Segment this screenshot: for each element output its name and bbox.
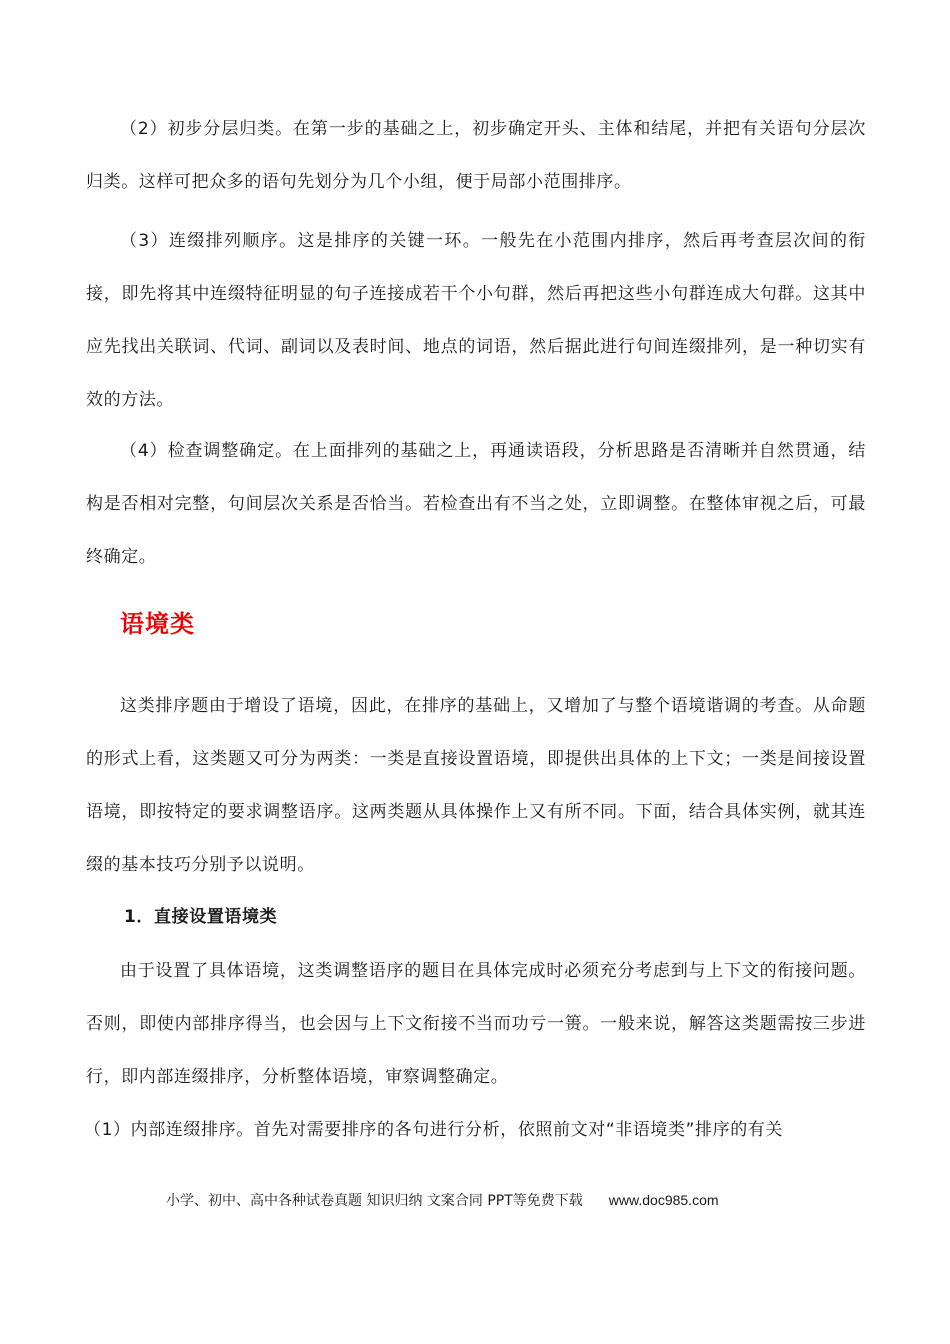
paragraph-step-4: （4）检查调整确定。在上面排列的基础之上，再通读语段，分析思路是否清晰并自然贯通，结构是否相对完整，句间层次关系是否恰当。若检查出有不当之处，立即调整。在整体审视之后，可最终确定。 [86,441,866,567]
footer-site-link[interactable]: www.doc985.com [608,1192,719,1208]
subsection-heading: 1．直接设置语境类 [124,907,278,927]
page-footer [166,1188,719,1213]
paragraph-context-intro: 这类排序题由于增设了语境，因此，在排序的基础上，又增加了与整个语境谐调的考查。从命题的形式上看，这类题又可分为两类：一类是直接设置语境，即提供出具体的上下文；一类是间接设置语境，即按特定的要求调整语序。这两类题从具体操作上又有所不同。下面，结合具体实例，就其连缀的基本技巧分别予以说明。 [86,696,866,875]
paragraph-step-2: （2）初步分层归类。在第一步的基础之上，初步确定开头、主体和结尾，并把有关语句分层次归类。这样可把众多的语句先划分为几个小组，便于局部小范围排序。 [86,119,866,192]
section-heading: 语境类 [120,610,195,638]
paragraph-direct-context: 由于设置了具体语境，这类调整语序的题目在具体完成时必须充分考虑到与上下文的衔接问题。否则，即使内部排序得当，也会因与上下文衔接不当而功亏一篑。一般来说，解答这类题需按三步进行，即内部连缀排序，分析整体语境，审察调整确定。 [86,961,866,1087]
paragraph-internal-ordering: （1）内部连缀排序。首先对需要排序的各句进行分析，依照前文对“非语境类”排序的有关 [84,1120,784,1140]
paragraph-step-3: （3）连缀排列顺序。这是排序的关键一环。一般先在小范围内排序，然后再考查层次间的衔接，即先将其中连缀特征明显的句子连接成若干个小句群，然后再把这些小句群连成大句群。这其中应先找出关联词、代词、副词以及表时间、地点的词语，然后据此进行句间连缀排列，是一种切实有效的方法。 [86,231,866,410]
footer-text: 小学、初中、高中各种试卷真题 知识归纳 文案合同 PPT等免费下载 [166,1193,583,1209]
